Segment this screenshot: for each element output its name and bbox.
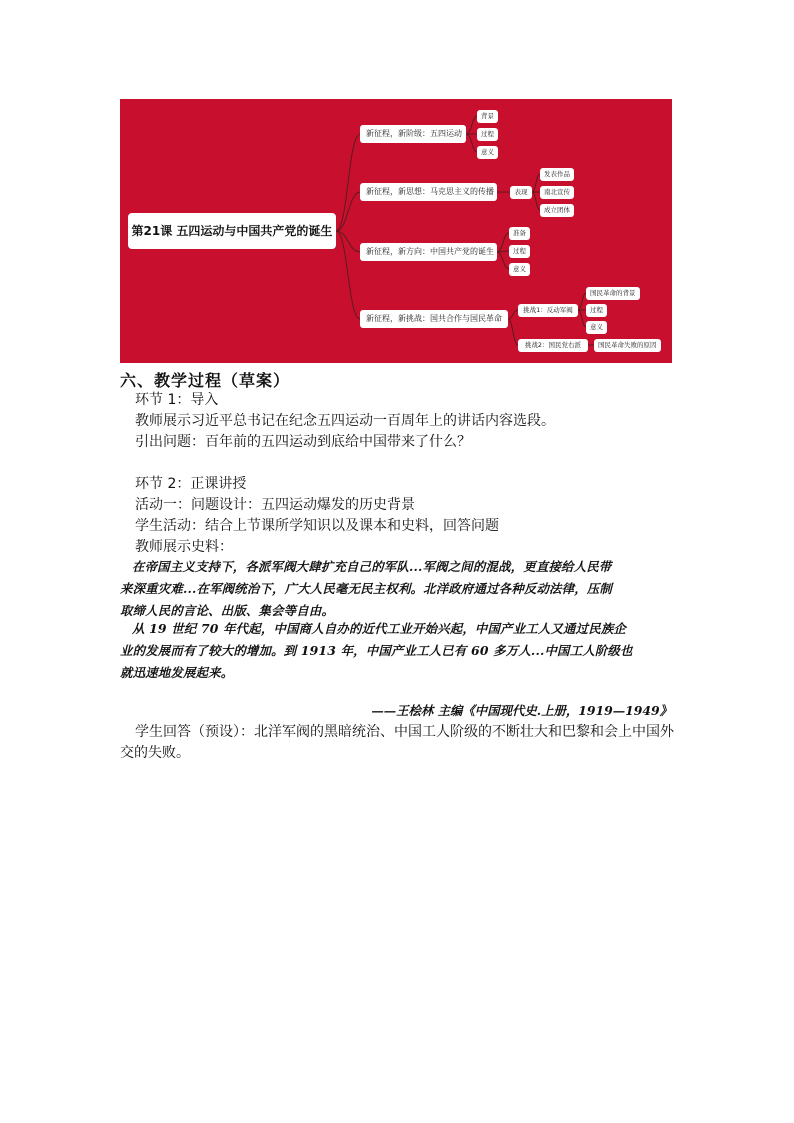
mind-map-sub-node: 挑战1：反动军阀 xyxy=(518,304,578,317)
mind-map-leaf: 意义 xyxy=(586,321,607,334)
mind-map-leaf: 国民革命失败的原因 xyxy=(594,339,661,352)
mind-map-leaf: 南北宣传 xyxy=(540,186,574,199)
mind-map-leaf: 成立团体 xyxy=(540,204,574,217)
mind-map-sub-node: 挑战2：国民党右派 xyxy=(518,339,588,352)
quote-line: 业的发展而有了较大的增加。到 1913 年，中国产业工人已有 60 多万人...中国工人阶级也 xyxy=(120,643,633,658)
mind-map-branch-2: 新征程，新思想：马克思主义的传播 xyxy=(360,183,497,201)
quote-line: 就迅速地发展起来。 xyxy=(120,665,234,680)
mind-map-branch-4: 新征程，新挑战：国共合作与国民革命 xyxy=(360,310,508,328)
student-answer-text-cont: 交的失败。 xyxy=(120,745,190,761)
mind-map-root: 第21课 五四运动与中国共产党的诞生 xyxy=(128,213,336,249)
mind-map-branch-3: 新征程，新方向：中国共产党的诞生 xyxy=(360,243,497,261)
mind-map-branch-1: 新征程，新阶级：五四运动 xyxy=(360,125,466,143)
mind-map xyxy=(120,99,672,363)
quote-line: 来深重灾难...在军阀统治下，广大人民毫无民主权利。北洋政府通过各种反动法律，压制 xyxy=(120,581,612,596)
quote-line: 取缔人民的言论、出版、集会等自由。 xyxy=(120,603,335,618)
question-text: 引出问题：百年前的五四运动到底给中国带来了什么？ xyxy=(135,434,471,450)
quote-line: 在帝国主义支持下，各派军阀大肆扩充自己的军队...军阀之间的混战，更直接给人民带 xyxy=(132,559,612,574)
stage-1-title: 环节 1：导入 xyxy=(135,392,219,408)
student-activity-text: 学生活动：结合上节课所学知识以及课本和史料，回答问题 xyxy=(135,518,499,534)
mind-map-leaf: 意义 xyxy=(509,263,530,276)
mind-map-leaf: 准备 xyxy=(509,227,530,240)
teacher-materials-label: 教师展示史料： xyxy=(135,539,233,555)
mind-map-leaf: 过程 xyxy=(586,304,607,317)
mind-map-leaf: 过程 xyxy=(509,245,530,258)
mind-map-leaf: 国民革命的背景 xyxy=(586,287,640,300)
mind-map-leaf: 过程 xyxy=(477,128,498,141)
student-answer-text: 学生回答（预设）：北洋军阀的黑暗统治、中国工人阶级的不断壮大和巴黎和会上中国外 xyxy=(135,724,674,740)
mind-map-leaf: 意义 xyxy=(477,146,498,159)
quote-line: 从 19 世纪 70 年代起，中国商人自办的近代工业开始兴起，中国产业工人又通过民族企 xyxy=(132,621,627,636)
mind-map-sub-node: 表现 xyxy=(510,186,532,199)
mind-map-leaf: 背景 xyxy=(477,110,498,123)
stage-2-title: 环节 2：正课讲授 xyxy=(135,476,247,492)
quote-source: ——王桧林 主编《中国现代史.上册，1919—1949》 xyxy=(371,703,672,718)
mind-map-leaf: 发表作品 xyxy=(540,168,574,181)
section-heading: 六、教学过程（草案） xyxy=(120,371,291,390)
teacher-action-text: 教师展示习近平总书记在纪念五四运动一百周年上的讲话内容选段。 xyxy=(135,413,555,429)
activity-title: 活动一：问题设计：五四运动爆发的历史背景 xyxy=(135,497,415,513)
